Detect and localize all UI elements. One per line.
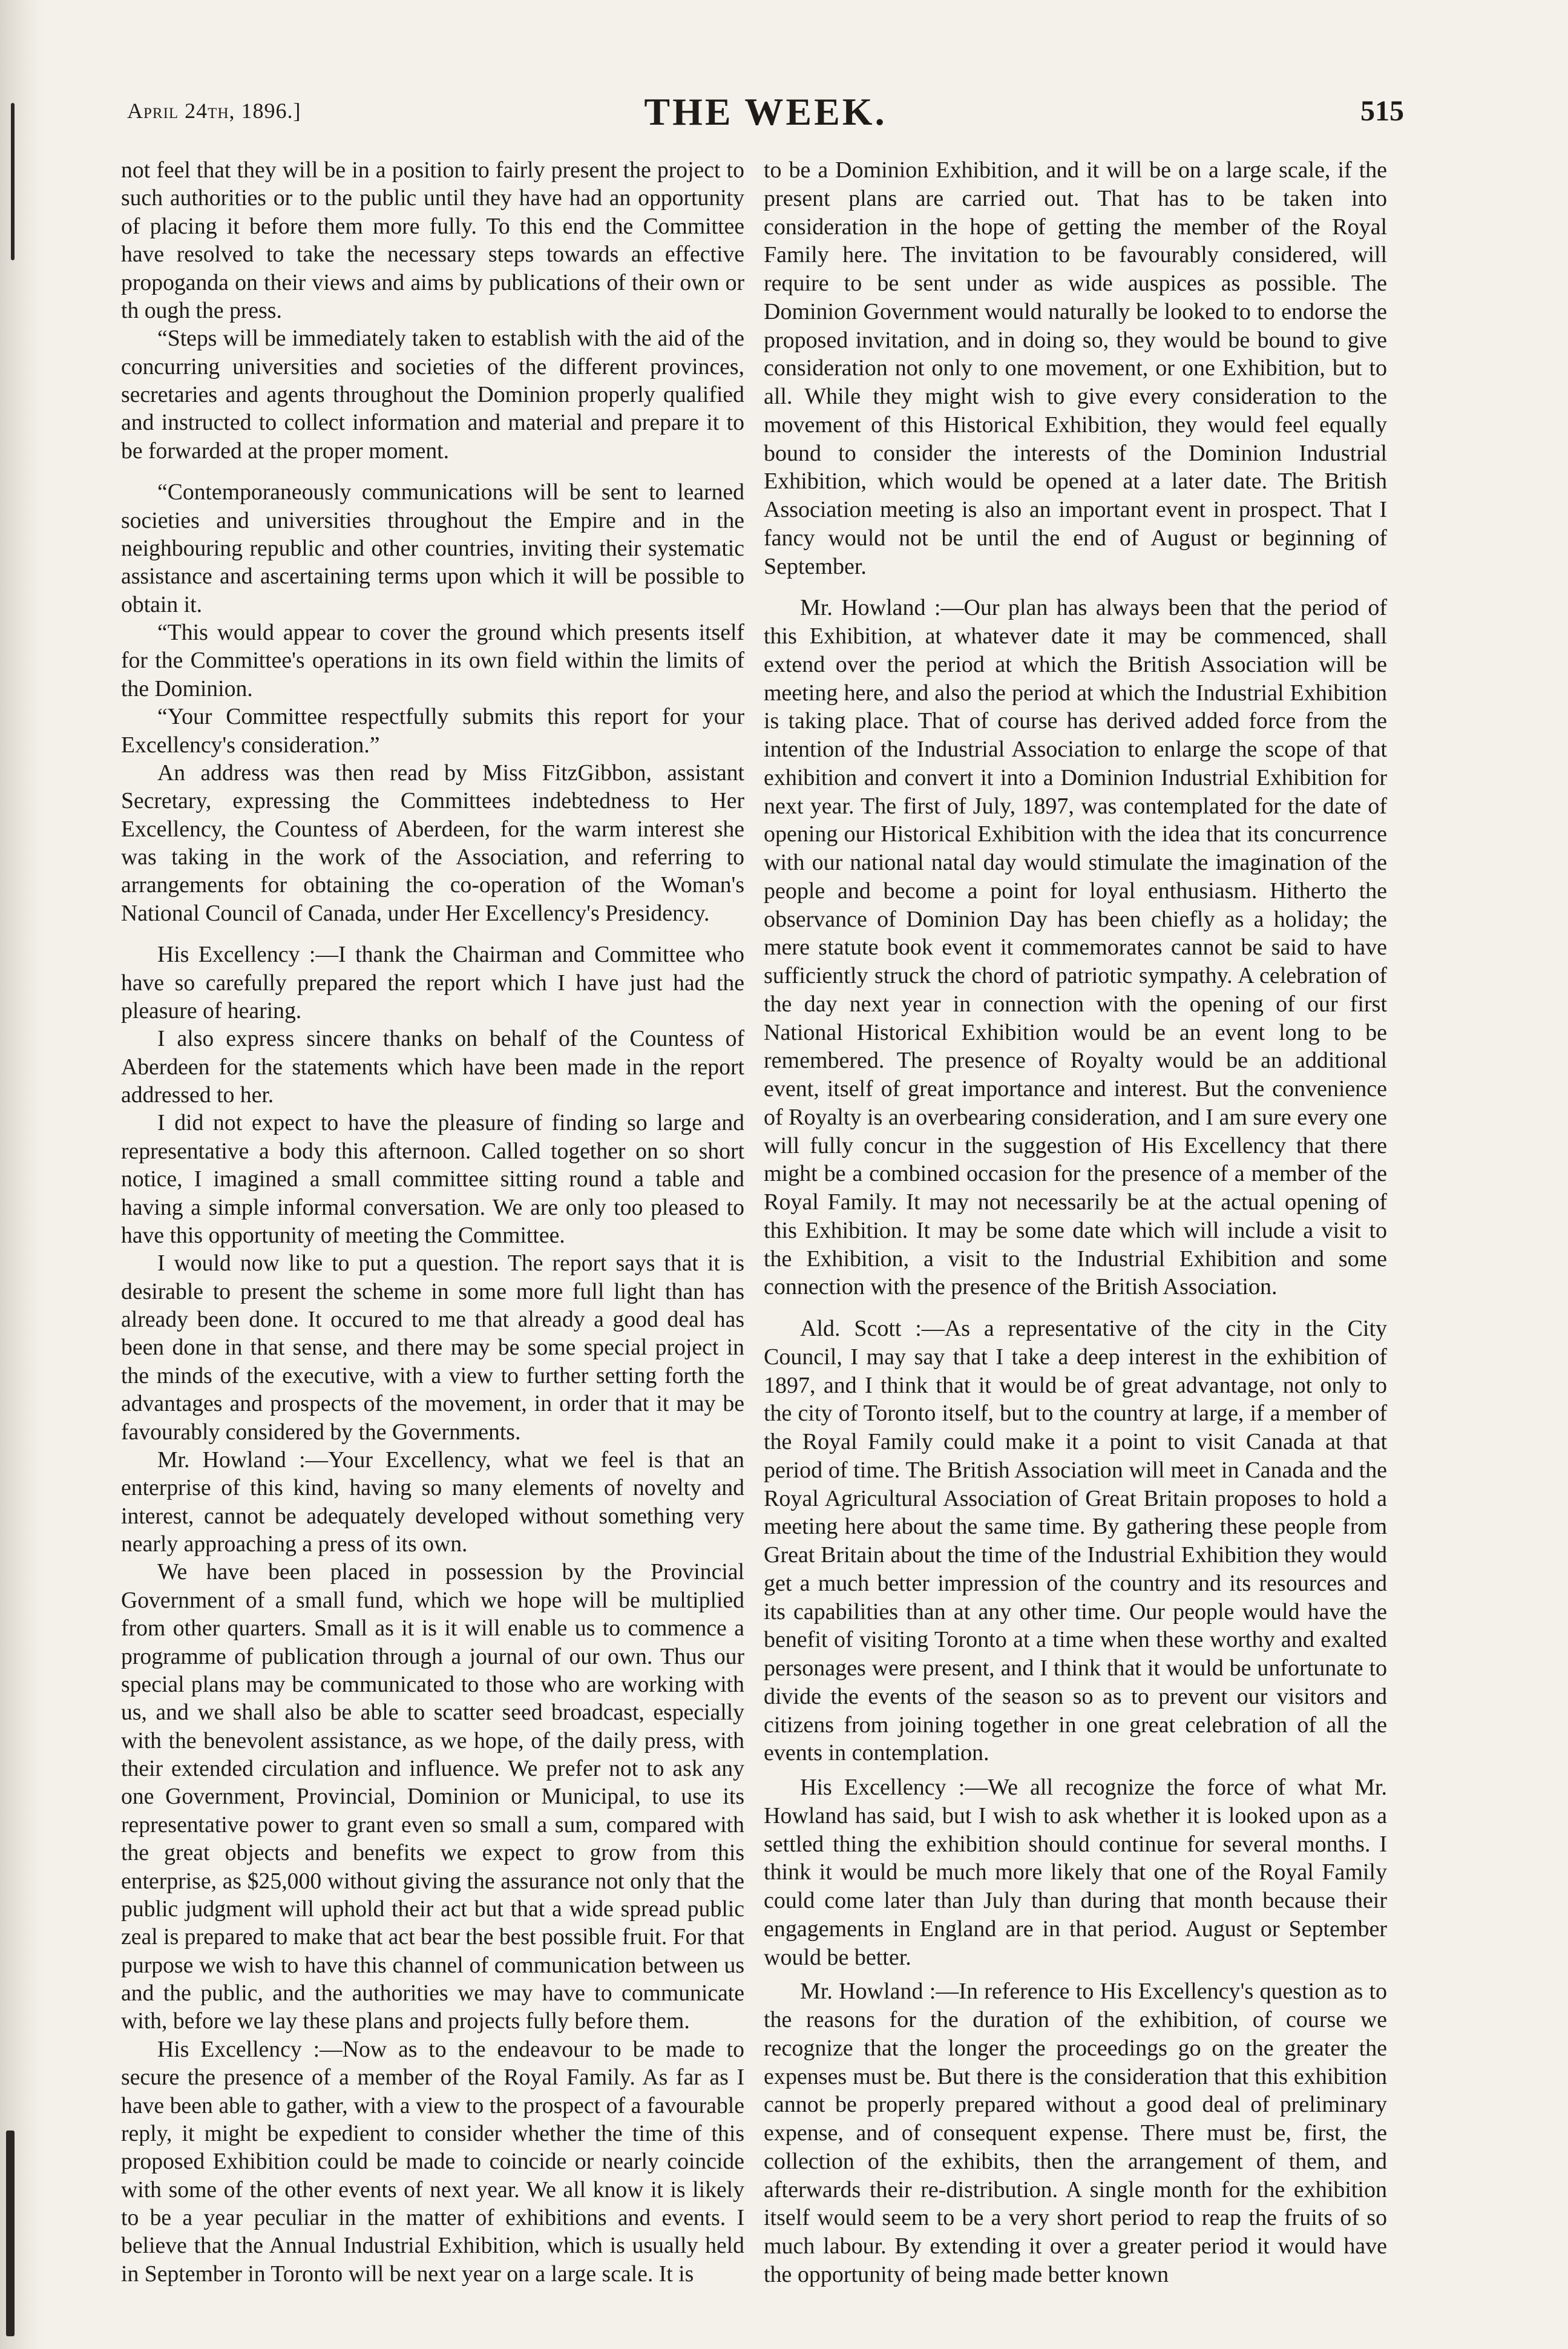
paragraph: Ald. Scott :—As a representative of the city in the City Council, I may say that I take a deep interest in the exhibition of 1897, and I think that it would be of great advantage, not only to the city of Toronto itself, but to the country at large, if a member of the Royal Family could make it a point to visit Canada at that period of time. The British Association will meet in Canada and the Royal Agricultural Association of Great Britain proposes to hold a meeting here about the same time. By gathering these people from Great Britain about the time of the Industrial Exhibition they would get a much better impression of the country and its resources and its capabilities than at any other time. Our people would have the benefit of visiting Toronto at a time when these worthy and exalted personages were present, and I think that it would be unfortunate to divide the events of the season so as to prevent our visitors and citizens from joining together in one great celebration of all the events in contemplation. bbox=[764, 1316, 1387, 1766]
paragraph: I did not expect to have the pleasure of finding so large and representative a body this afternoon. Called together on so short notice, I imagined a small committee sitting round a table and having a simple informal conversation. We are only too pleased to have this opportunity of meeting the Committee. bbox=[121, 1110, 744, 1248]
binding-mark bbox=[11, 103, 15, 260]
paragraph: An address was then read by Miss FitzGibbon, assistant Secretary, expressing the Committees indebtedness to Her Excellency, the Countess of Aberdeen, for the warm interest she was taking in the work of the Association, and referring to arrangements for obtaining the co-operation of the Woman's National Council of Canada, under Her Excellency's Presidency. bbox=[121, 760, 744, 926]
paragraph: not feel that they will be in a position to fairly present the project to such authorities or to the public until they have had an opportunity of placing it before them more fully. To this end the Committee have resolved to take the necessary steps towards an effective propoganda on their views and aims by publications of their own or th ough the press. bbox=[121, 157, 744, 323]
left-column bbox=[121, 156, 744, 2288]
paragraph: “Your Committee respectfully submits this report for your Excellency's consideration.” bbox=[121, 704, 744, 758]
paragraph: I also express sincere thanks on behalf of the Countess of Aberdeen for the statements which have been made in the report addressed to her. bbox=[121, 1026, 744, 1108]
paragraph: His Excellency :—Now as to the endeavour to be made to secure the presence of a member of the Royal Family. As far as I have been able to gather, with a view to the prospect of a favourable reply, it might be expedient to consider whether the time of this proposed Exhibition could be made to coincide or nearly coincide with some of the other events of next year. We all know it is likely to be a year peculiar in the matter of exhibitions and events. I believe that the Annual Industrial Exhibition, which is usually held in September in Toronto will be next year on a large scale. It is bbox=[121, 2036, 744, 2287]
paragraph: Mr. Howland :—Your Excellency, what we feel is that an enterprise of this kind, having so many elements of novelty and interest, cannot be adequately developed without something very nearly approaching a press of its own. bbox=[121, 1447, 744, 1557]
paragraph: “This would appear to cover the ground which presents itself for the Committee's operations in its own field within the limits of the Dominion. bbox=[121, 620, 744, 701]
paragraph: His Excellency :—I thank the Chairman and Committee who have so carefully prepared the report which I have just had the pleasure of hearing. bbox=[121, 942, 744, 1023]
issue-date: April 24th, 1896.] bbox=[127, 99, 301, 123]
paragraph: “Steps will be immediately taken to establish with the aid of the concurring universities and societies of the different provinces, secretaries and agents throughout the Dominion properly qualified and instructed to collect information and material and prepare it to be forwarded at the proper moment. bbox=[121, 326, 744, 464]
page-binding-edge bbox=[0, 0, 42, 2349]
paragraph: Mr. Howland :—Our plan has always been that the period of this Exhibition, at whatever date it may be commenced, shall extend over the period at which the British Association will be meeting here, and also the period at which the Industrial Exhibition is taking place. That of course has derived added force from the intention of the Industrial Association to enlarge the scope of that exhibition and convert it into a Dominion Industrial Exhibition for next year. The first of July, 1897, was contemplated for the date of opening our Historical Exhibition with the idea that its concurrence with our national natal day would stimulate the imagination of the people and become a point for loyal enthusiasm. Hitherto the observance of Dominion Day has been chiefly as a holiday; the mere statute book event it commemorates cannot be said to have sufficiently struck the chord of patriotic sympathy. A celebration of the day next year in connection with the opening of our first National Historical Exhibition would be an event long to be remembered. The presence of Royalty would be an additional event, itself of great importance and interest. But the convenience of Royalty is an overbearing consideration, and I am sure every one will fully concur in the suggestion of His Excellency that there might be a combined occasion for the presence of a member of the Royal Family. It may not necessarily be at the actual opening of this Exhibition. It may be some date which will include a visit to the Exhibition, a visit to the Industrial Exhibition and some connection with the presence of the British Association. bbox=[764, 595, 1387, 1300]
publication-title: THE WEEK. bbox=[644, 90, 887, 133]
page-header bbox=[127, 90, 1404, 138]
paragraph: Mr. Howland :—In reference to His Excellency's question as to the reasons for the duration of the exhibition, of course we recognize that the longer the proceedings go on the greater the expenses must be. But there is the consideration that this exhibition cannot be properly prepared without a good deal of preliminary expense, and of consequent expense. There must be, first, the collection of the exhibits, then the arrangement of them, and afterwards their re-distribution. A single month for the exhibition itself would seem to be a very short period to reap the fruits of so much labour. By extending it over a greater period it would have the opportunity of being made better known bbox=[764, 1979, 1387, 2287]
paragraph: “Contemporaneously communications will be sent to learned societies and universities throughout the Empire and in the neighbouring republic and other countries, inviting their systematic assistance and ascertaining terms upon which it will be possible to obtain it. bbox=[121, 479, 744, 617]
right-column bbox=[764, 156, 1387, 2289]
paragraph: We have been placed in possession by the Provincial Government of a small fund, which we hope will be multiplied from other quarters. Small as it is it will enable us to commence a programme of publication through a journal of our own. Thus our special plans may be communicated to those who are working with us, and we shall also be able to scatter seed broadcast, especially with the benevolent assistance, as we hope, of the daily press, with their extended circulation and influence. We prefer not to ask any one Government, Provincial, Dominion or Municipal, to use its representative power to grant even so small a sum, compared with the great objects and benefits we expect to grow from this enterprise, as $25,000 without giving the assurance not only that the public judgment will uphold their act but that a wide spread public zeal is prepared to make that act bear the best possible fruit. For that purpose we wish to have this channel of communication between us and the public, and the authorities we may have to communicate with, before we lay these plans and projects fully before them. bbox=[121, 1559, 744, 2034]
page-number: 515 bbox=[1360, 95, 1404, 127]
paragraph: His Excellency :—We all recognize the force of what Mr. Howland has said, but I wish to ask whether it is looked upon as a settled thing the exhibition should continue for several months. I think it would be much more likely that one of the Royal Family could come later than July than during that month because their engagements in England are in that period. August or September would be better. bbox=[764, 1775, 1387, 1970]
paragraph: to be a Dominion Exhibition, and it will be on a large scale, if the present plans are carried out. That has to be taken into consideration in the hope of getting the member of the Royal Family here. The invitation to be favourably considered, will require to be sent under as wide auspices as possible. The Dominion Government would naturally be looked to to endorse the proposed invitation, and in doing so, they would be bound to give consideration not only to one movement, or one Exhibition, but to all. While they might wish to give every consideration to the movement of this Historical Exhibition, they would feel equally bound to consider the interests of the Dominion Industrial Exhibition, which would be opened at a later date. The British Association meeting is also an important event in prospect. That I fancy would not be until the end of August or beginning of September. bbox=[764, 157, 1387, 579]
binding-mark bbox=[6, 2131, 15, 2336]
paragraph: I would now like to put a question. The report says that it is desirable to present the scheme in some more full light than has already been done. It occured to me that already a good deal has been done in that sense, and there may be some special project in the minds of the executive, with a view to further setting forth the advantages and prospects of the movement, in order that it may be favourably considered by the Governments. bbox=[121, 1250, 744, 1445]
